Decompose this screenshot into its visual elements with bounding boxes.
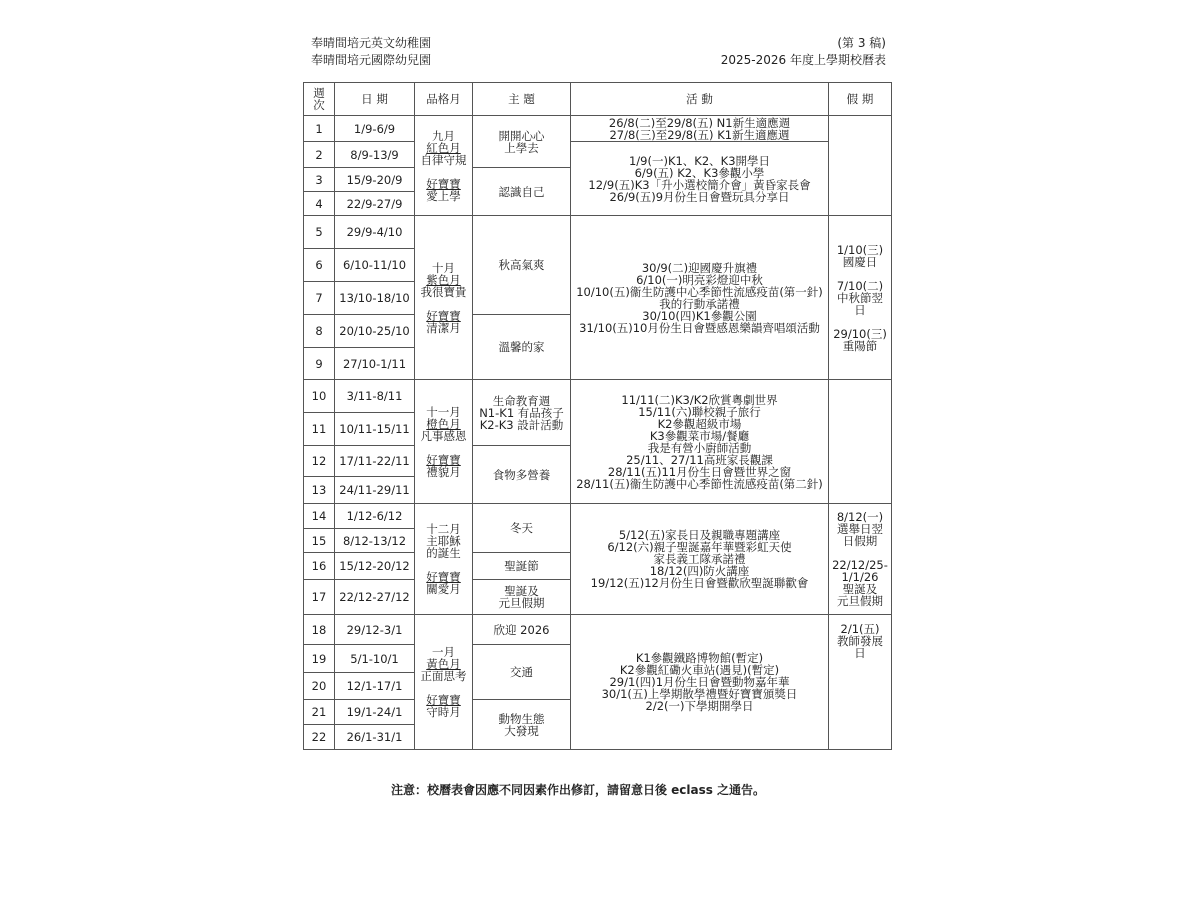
- col-date: 日 期: [335, 83, 415, 116]
- holiday-cell: [829, 380, 892, 504]
- activity-cell: 26/8(二)至29/8(五) N1新生適應週 27/8(三)至29/8(五) K1新生適應週: [571, 116, 829, 142]
- week-number: 16: [304, 553, 335, 580]
- theme-cell: 生命教育週 N1-K1 有品孩子 K2-K3 設計活動: [473, 380, 571, 446]
- activity-cell: K1參觀鐵路博物館(暫定) K2參觀紅磡火車站(遇見)(暫定) 29/1(四)1月份生日會暨動物嘉年華 30/1(五)上學期散學禮暨好寶寶頒獎日 2/2(一)下學期開學日: [571, 615, 829, 750]
- week-number: 13: [304, 477, 335, 504]
- col-week: 週 次: [304, 83, 335, 116]
- theme-cell: 溫馨的家: [473, 315, 571, 380]
- theme-cell: 認識自己: [473, 168, 571, 216]
- week-date: 13/10-18/10: [335, 282, 415, 315]
- draft-label: (第 3 稿): [837, 36, 886, 50]
- document-header-right: [600, 35, 886, 69]
- table-row: [304, 504, 892, 529]
- week-date: 5/1-10/1: [335, 645, 415, 673]
- week-date: 15/12-20/12: [335, 553, 415, 580]
- table-row: [304, 142, 892, 168]
- week-number: 9: [304, 348, 335, 380]
- virtue-cell: 一月 黃色月 正面思考 好寶寶 守時月: [415, 615, 473, 750]
- virtue-cell: 十二月 主耶穌 的誕生 好寶寶 關愛月: [415, 504, 473, 615]
- activity-cell: 5/12(五)家長日及親職專題講座 6/12(六)親子聖誕嘉年華暨彩虹天使 家長義工隊承諾禮 18/12(四)防火講座 19/12(五)12月份生日會暨歡欣聖誕聯歡會: [571, 504, 829, 615]
- week-date: 17/11-22/11: [335, 446, 415, 477]
- table-row: [304, 216, 892, 249]
- week-number: 6: [304, 249, 335, 282]
- theme-cell: 聖誕節: [473, 553, 571, 580]
- school-name-english: 奉晴間培元英文幼稚園: [311, 36, 432, 50]
- week-number: 21: [304, 700, 335, 725]
- table-row: [304, 116, 892, 142]
- holiday-cell: [829, 116, 892, 216]
- theme-cell: 冬天: [473, 504, 571, 553]
- week-date: 6/10-11/10: [335, 249, 415, 282]
- week-number: 5: [304, 216, 335, 249]
- table-row: [304, 380, 892, 413]
- table-header-row: [304, 83, 892, 116]
- week-date: 8/9-13/9: [335, 142, 415, 168]
- week-number: 3: [304, 168, 335, 192]
- col-virtue: 品格月: [415, 83, 473, 116]
- activity-cell: 11/11(二)K3/K2欣賞粵劇世界 15/11(六)聯校親子旅行 K2參觀超級市場 K3參觀菜市場/餐廳 我是有營小廚師活動 25/11、27/11高班家長觀課 28/11(五)11月份生日會暨世界之窗 28/11(五)衞生防護中心季節性流感疫苗(第二針): [571, 380, 829, 504]
- week-date: 29/9-4/10: [335, 216, 415, 249]
- week-number: 11: [304, 413, 335, 446]
- week-date: 19/1-24/1: [335, 700, 415, 725]
- week-date: 1/9-6/9: [335, 116, 415, 142]
- theme-cell: 交通: [473, 645, 571, 700]
- theme-cell: 食物多營養: [473, 446, 571, 504]
- week-number: 4: [304, 192, 335, 216]
- school-name-international: 奉晴間培元國際幼兒園: [311, 53, 432, 67]
- theme-cell: 欣迎 2026: [473, 615, 571, 645]
- week-number: 14: [304, 504, 335, 529]
- week-date: 26/1-31/1: [335, 725, 415, 750]
- week-number: 15: [304, 529, 335, 553]
- calendar-title: 2025-2026 年度上學期校曆表: [720, 53, 886, 67]
- week-number: 8: [304, 315, 335, 348]
- week-number: 12: [304, 446, 335, 477]
- activity-cell: 1/9(一)K1、K2、K3開學日 6/9(五) K2、K3參觀小學 12/9(五)K3「升小選校簡介會」黃昏家長會 26/9(五)9月份生日會暨玩具分享日: [571, 142, 829, 216]
- week-number: 1: [304, 116, 335, 142]
- week-date: 12/1-17/1: [335, 673, 415, 700]
- school-calendar-table: [303, 82, 892, 750]
- week-date: 8/12-13/12: [335, 529, 415, 553]
- theme-cell: 聖誕及 元旦假期: [473, 580, 571, 615]
- activity-cell: 30/9(二)迎國慶升旗禮 6/10(一)明亮彩燈迎中秋 10/10(五)衞生防護中心季節性流感疫苗(第一針) 我的行動承諾禮 30/10(四)K1參觀公園 31/10(五)10月份生日會暨感恩樂韻齊唱頌活動: [571, 216, 829, 380]
- week-number: 19: [304, 645, 335, 673]
- virtue-cell: 九月 紅色月 自律守規 好寶寶 愛上學: [415, 116, 473, 216]
- col-activity: 活 動: [571, 83, 829, 116]
- week-date: 20/10-25/10: [335, 315, 415, 348]
- school-names: [311, 35, 431, 69]
- theme-cell: 秋高氣爽: [473, 216, 571, 315]
- week-date: 22/12-27/12: [335, 580, 415, 615]
- revision-notice: 注意：校曆表會因應不同因素作出修訂，請留意日後 eclass 之通告。: [390, 783, 766, 797]
- week-number: 18: [304, 615, 335, 645]
- holiday-cell: 8/12(一) 選舉日翌 日假期 22/12/25- 1/1/26 聖誕及 元旦假期: [829, 504, 892, 615]
- virtue-cell: 十一月 橙色月 凡事感恩 好寶寶 禮貌月: [415, 380, 473, 504]
- week-date: 29/12-3/1: [335, 615, 415, 645]
- week-number: 22: [304, 725, 335, 750]
- holiday-cell: 1/10(三) 國慶日 7/10(二) 中秋節翌 日 29/10(三) 重陽節: [829, 216, 892, 380]
- week-number: 20: [304, 673, 335, 700]
- table-row: [304, 615, 892, 645]
- week-date: 10/11-15/11: [335, 413, 415, 446]
- week-date: 3/11-8/11: [335, 380, 415, 413]
- week-date: 15/9-20/9: [335, 168, 415, 192]
- week-date: 1/12-6/12: [335, 504, 415, 529]
- week-date: 22/9-27/9: [335, 192, 415, 216]
- week-date: 27/10-1/11: [335, 348, 415, 380]
- week-number: 10: [304, 380, 335, 413]
- col-holiday: 假 期: [829, 83, 892, 116]
- week-number: 7: [304, 282, 335, 315]
- week-number: 2: [304, 142, 335, 168]
- week-number: 17: [304, 580, 335, 615]
- theme-cell: 動物生態 大發現: [473, 700, 571, 750]
- col-theme: 主 題: [473, 83, 571, 116]
- theme-cell: 開開心心 上學去: [473, 116, 571, 168]
- holiday-cell: 2/1(五) 教師發展 日: [829, 615, 892, 750]
- virtue-cell: 十月 紫色月 我很寶貴 好寶寶 清潔月: [415, 216, 473, 380]
- week-date: 24/11-29/11: [335, 477, 415, 504]
